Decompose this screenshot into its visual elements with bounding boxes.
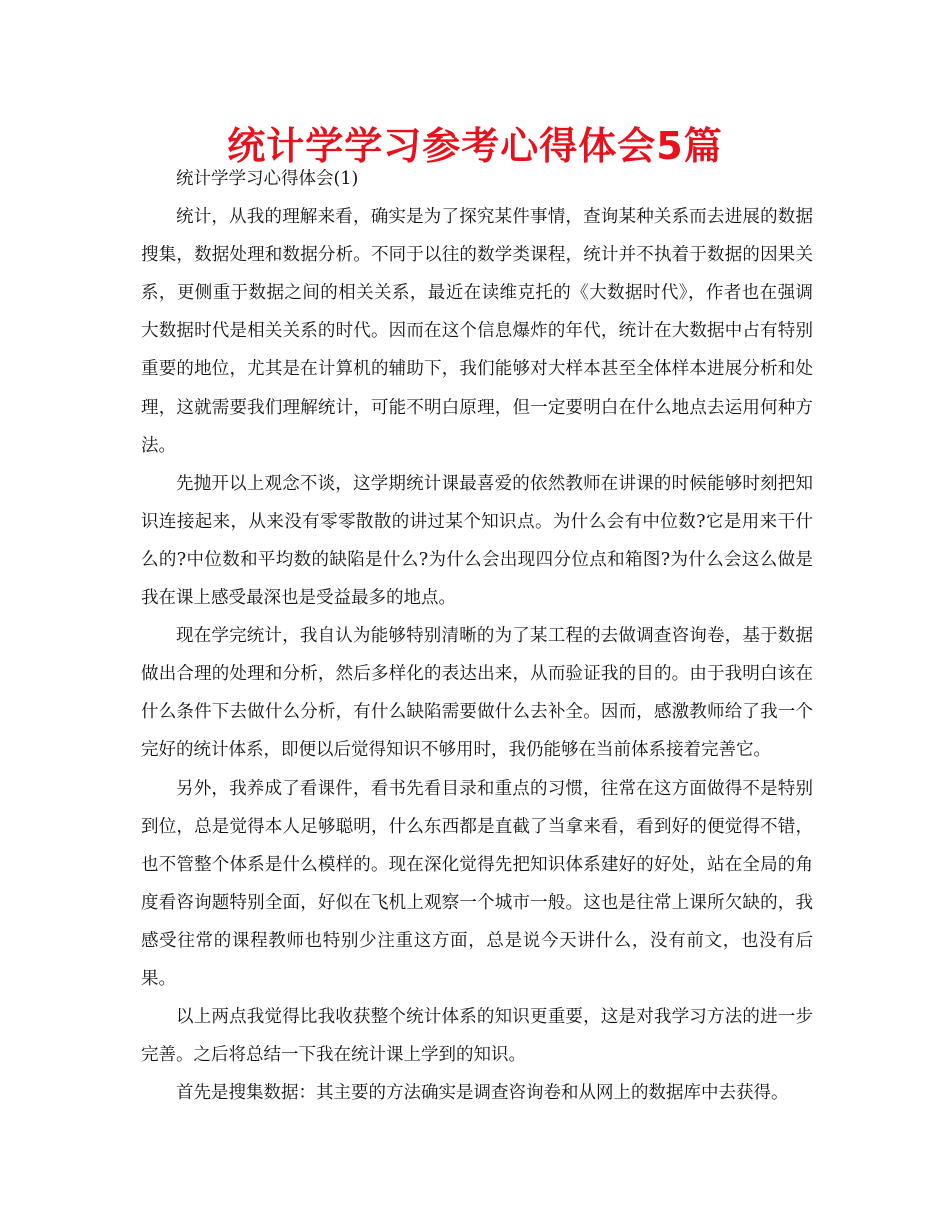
paragraph: 首先是搜集数据：其主要的方法确实是调查咨询卷和从网上的数据库中去获得。 xyxy=(176,1083,789,1104)
paragraph: 以上两点我觉得比我收获整个统计体系的知识更重要，这是对我学习方法的进一步完善。之后将总结一下我在统计课上学到的知识。 xyxy=(141,1007,813,1066)
document-body xyxy=(141,160,813,1112)
paragraph: 现在学完统计，我自认为能够特别清晰的为了某工程的去做调查咨询卷，基于数据做出合理的处理和分析，然后多样化的表达出来，从而验证我的目的。由于我明白该在什么条件下去做什么分析，有什么缺陷需要做什么去补全。因而，感激教师给了我一个完好的统计体系，即便以后觉得知识不够用时，我仍能够在当前体系接着完善它。 xyxy=(141,626,813,761)
page-title: 统计学学习参考心得体会5篇 xyxy=(227,124,723,168)
paragraph: 先抛开以上观念不谈，这学期统计课最喜爱的依然教师在讲课的时候能够时刻把知识连接起来，从来没有零零散散的讲过某个知识点。为什么会有中位数?它是用来干什么的?中位数和平均数的缺陷是什么?为什么会出现四分位点和箱图?为什么会这么做是我在课上感受最深也是受益最多的地点。 xyxy=(141,473,813,609)
paragraph: 统计，从我的理解来看，确实是为了探究某件事情，查询某种关系而去进展的数据搜集，数据处理和数据分析。不同于以往的数学类课程，统计并不执着于数据的因果关系，更侧重于数据之间的相关关系，最近在读维克托的《大数据时代》，作者也在强调大数据时代是相关关系的时代。因而在这个信息爆炸的年代，统计在大数据中占有特别重要的地位，尤其是在计算机的辅助下，我们能够对大样本甚至全体样本进展分析和处理，这就需要我们理解统计，可能不明白原理，但一定要明白在什么地点去运用何种方法。 xyxy=(141,207,813,456)
section-subtitle: 统计学学习心得体会(1) xyxy=(176,169,359,189)
paragraph: 另外，我养成了看课件，看书先看目录和重点的习惯，往常在这方面做得不是特别到位，总是觉得本人足够聪明，什么东西都是直截了当拿来看，看到好的便觉得不错，也不管整个体系是什么模样的。现在深化觉得先把知识体系建好的好处，站在全局的角度看咨询题特别全面，好似在飞机上观察一个城市一般。这也是往常上课所欠缺的，我感受往常的课程教师也特别少注重这方面，总是说今天讲什么，没有前文，也没有后果。 xyxy=(141,778,813,989)
